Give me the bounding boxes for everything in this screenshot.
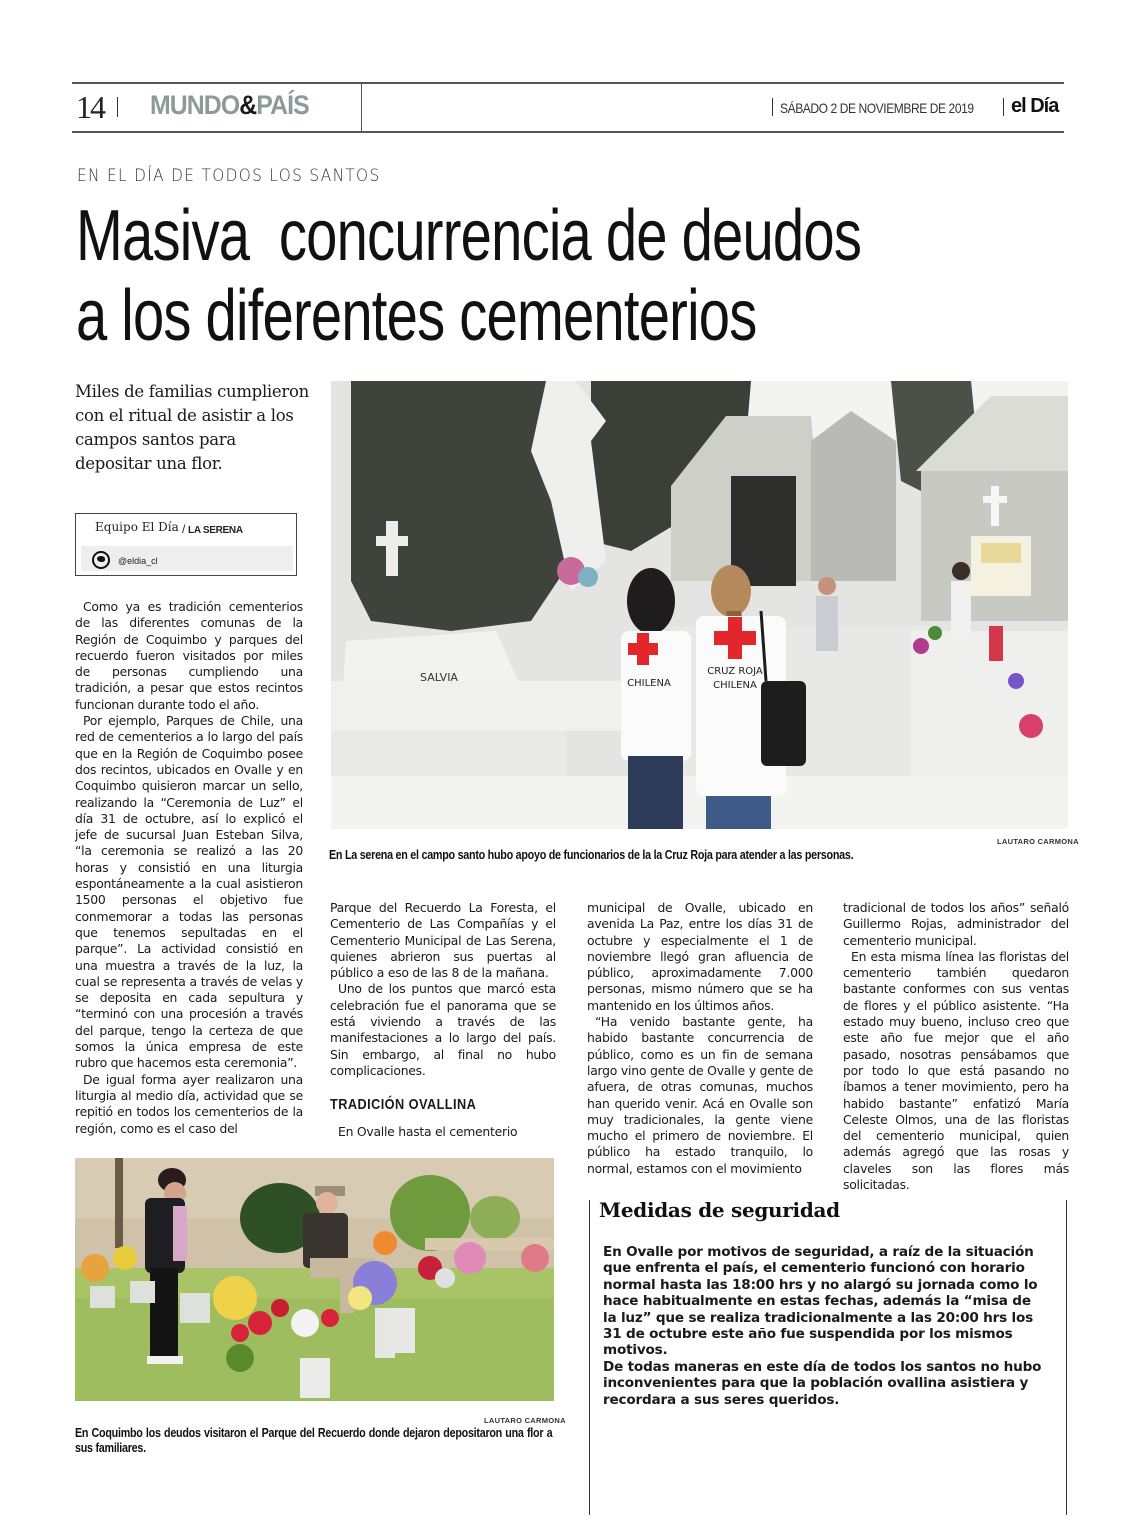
paragraph: Como ya es tradición cementerios de las diferentes comunas de la Región de Coquimbo y parques del recuerdo fueron visitados por miles de personas cumpliendo una tradición, a pesar que estos recintos funcionan durante todo el año. xyxy=(75,599,303,712)
headline-line-1: Masiva concurrencia de deudos xyxy=(76,196,862,276)
header-pipe xyxy=(1003,98,1004,116)
sidebar-body xyxy=(603,1244,1043,1408)
paragraph: “Ha venido bastante gente, ha habido bastante concurrencia de público, como es un fin de semana largo vino gente de Ovalle y gente de afuera, de otras comunas, muchos han querido venir. Acá en Ovalle son muy tradicionales, la gente viene mucho el primero de noviembre. El público ha estado tranquilo, lo normal, estamos con el movimiento xyxy=(587,1014,813,1176)
issue-date: SÁBADO 2 DE NOVIEMBRE DE 2019 xyxy=(780,100,974,116)
section-name-rest: PAÍS xyxy=(256,90,309,120)
byline-location xyxy=(182,522,243,536)
paragraph: municipal de Ovalle, ubicado en avenida La Paz, entre los días 31 de octubre y especialmente el 1 de noviembre llegó gran afluencia de público, aproximadamente 7.000 personas, mismo número que se ha mantenido en los últimos años. xyxy=(587,900,813,1013)
section-name-main: MUNDO xyxy=(150,90,240,120)
photo-credit: LAUTARO CARMONA xyxy=(484,1416,566,1425)
header-bottom-rule xyxy=(72,131,1064,133)
header-top-rule xyxy=(72,82,1064,84)
section-name-amp: & xyxy=(239,90,257,120)
paragraph: En esta misma línea las floristas del cementerio también quedaron bastante conformes con sus ventas de flores y el público asistente. “Ha estado muy bueno, incluso creo que este año fue mejor que el año pasado, nosotras pensábamos que por todo lo que está pasando no íbamos a tener movimiento, pero ha habido bastante” enfatizó María Celeste Olmos, una de las floristas del cementerio municipal, quien además agregó que las rosas y claveles son las flores más solicitadas. xyxy=(843,948,1069,1193)
twitter-bird-icon xyxy=(92,551,110,569)
header-pipe xyxy=(772,98,773,116)
article-column-3 xyxy=(587,900,813,1177)
sidebar-box-right-border xyxy=(1066,1200,1067,1515)
paragraph: En Ovalle hasta el cementerio xyxy=(338,1123,518,1139)
twitter-bar xyxy=(81,546,293,571)
headline-line-2: a los diferentes cementerios xyxy=(76,276,757,356)
paragraph: Uno de los puntos que marcó esta celebración fue el panorama que se está viviendo a través de las manifestaciones a lo largo del país. Sin embargo, al final no hubo complicaciones. xyxy=(330,981,556,1078)
photo-red-cross-cemetery xyxy=(331,381,1068,829)
byline-author: Equipo El Día xyxy=(95,520,179,534)
vest-text-cruz-roja: CRUZ ROJA xyxy=(707,666,763,677)
photo-caption: En Coquimbo los deudos visitaron el Parque del Recuerdo donde dejaron depositaron una flor a sus familiares. xyxy=(75,1426,553,1455)
article-column-2 xyxy=(330,900,556,1140)
photo-credit: LAUTARO CARMONA xyxy=(997,837,1079,846)
vest-text: CHILENA xyxy=(627,678,671,689)
sidebar-title: Medidas de seguridad xyxy=(599,1198,840,1222)
header-pipe xyxy=(117,97,118,117)
article-column-1 xyxy=(75,599,303,1137)
vest-text-chilena: CHILENA xyxy=(713,680,757,691)
paragraph: Por ejemplo, Parques de Chile, una red de cementerios a lo largo del país que en la Región de Coquimbo posee dos recintos, ubicados en Ovalle y en Coquimbo quisieron marcar un sello, realizando la “Ceremonia de Luz” el día 31 de octubre, así lo explicó el jefe de sucursal Juan Esteban Silva, “la ceremonia se realizó a las 20 horas y consistió en una liturgia espontáneamente a la cual asistieron 1500 personas el objetivo fue conmemorar a todas las personas que tenemos sepultadas en el parque”. La actividad consistió en una muestra a través de la luz, la cual se representa a través de velas y se deposita en cada sepultura y “terminó con una procesión a través del parque, tengo la certeza de que somos la única empresa de este rubro que hacemos esta ceremonia”. xyxy=(75,713,303,1071)
sidebar-box-left-border xyxy=(589,1200,590,1515)
article-kicker: EN EL DÍA DE TODOS LOS SANTOS xyxy=(77,166,381,186)
photo-park-illustration xyxy=(75,1158,554,1401)
photo-coquimbo-park xyxy=(75,1158,554,1401)
newspaper-logo: el Día xyxy=(1011,95,1059,117)
svg-text:SALVIA: SALVIA xyxy=(420,671,458,684)
paragraph: Parque del Recuerdo La Foresta, el Cementerio de Las Compañías y el Cementerio Municipal de Las Serena, quienes abrieron sus puertas al público a eso de las 8 de la mañana. xyxy=(330,900,556,981)
article-column-4 xyxy=(843,900,1069,1193)
subhead: TRADICIÓN OVALLINA xyxy=(330,1096,477,1114)
twitter-handle[interactable]: @eldia_cl xyxy=(118,556,158,566)
article-dek: Miles de familias cumplieron con el ritual de asistir a los campos santos para depositar una flor. xyxy=(75,382,309,473)
section-name xyxy=(150,90,309,121)
paragraph: De igual forma ayer realizaron una liturgia al medio día, actividad que se repitió en todos los cementerios de la región, como es el caso del xyxy=(75,1071,303,1136)
sidebar-paragraph: En Ovalle por motivos de seguridad, a raíz de la situación que enfrenta el país, el cementerio funcionó con horario normal hasta las 18:00 hrs y no alargó su jornada como lo hace habitualmente en estas fechas, además la “misa de la luz” que se realiza tradicionalmente a las 20:00 hrs los 31 de octubre este año fue suspendida por los mismos motivos. xyxy=(603,1244,1038,1359)
page-number: 14 xyxy=(76,89,104,125)
sidebar-paragraph: De todas maneras en este día de todos los santos no hubo inconvenientes para que la población ovallina asistiera y recordara a sus seres queridos. xyxy=(603,1358,1042,1408)
paragraph: tradicional de todos los años” señaló Guillermo Rojas, administrador del cementerio municipal. xyxy=(843,900,1069,948)
byline-location-text: LA SERENA xyxy=(188,525,243,536)
photo-red-cross-illustration xyxy=(331,381,1068,829)
article-headline xyxy=(76,196,903,356)
byline-slash: / xyxy=(182,522,186,536)
photo-caption: En La serena en el campo santo hubo apoyo de funcionarios de la la Cruz Roja para atender a las personas. xyxy=(329,848,854,862)
header-divider xyxy=(361,83,362,132)
